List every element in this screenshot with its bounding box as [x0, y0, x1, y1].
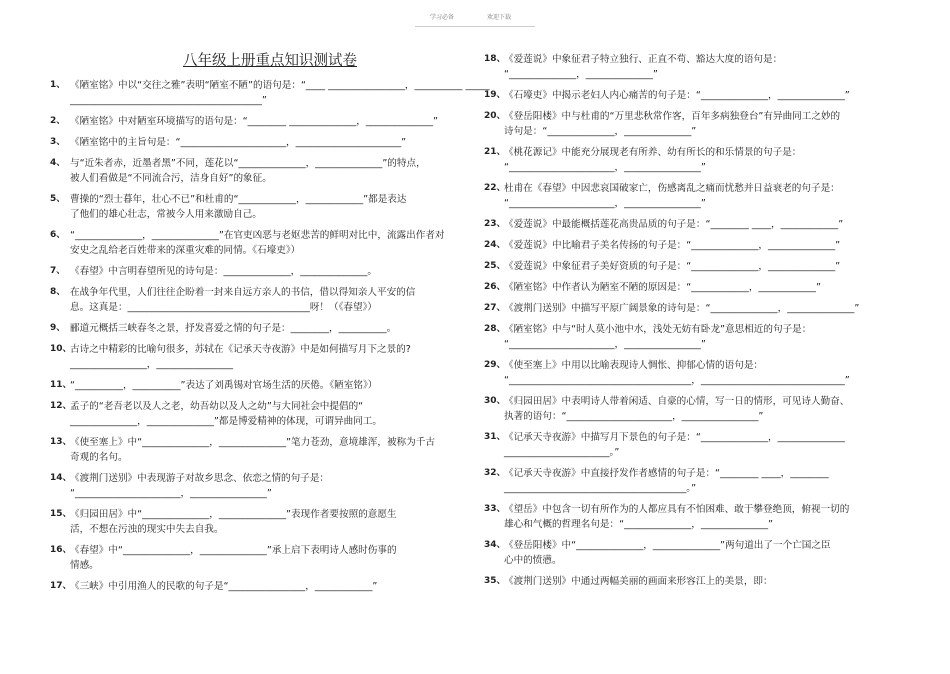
question-item [484, 181, 904, 211]
question-text-line: 《记承天寺夜游》中直接抒发作者感情的句子是：“________ ____，________ [504, 468, 829, 479]
question-number: 14、 [50, 473, 72, 483]
question-item [50, 435, 460, 465]
question-text-line: 《爱莲说》中比喻君子美名传扬的句子是：“______________，______________” [504, 240, 841, 251]
question-text-line: “______________________，________________” [504, 198, 706, 209]
question-item [484, 538, 904, 568]
question-text-line: 《石壕吏》中揭示老妇人内心痛苦的句子是：“______________，______________” [504, 90, 850, 101]
question-text-line: 《陋室铭》中以“交往之雅”表明“陋室不陋”的语句是：“____ ________________，__________ _____ [70, 80, 490, 91]
question-text-line: 《渡荆门送别》中描写平原广阔景象的诗句是：“______________，______________” [504, 303, 860, 314]
question-number: 10、 [50, 344, 72, 354]
question-number: 23、 [484, 219, 506, 229]
question-item [484, 301, 904, 316]
question-number: 30、 [484, 396, 506, 406]
question-text-line: ______________________。” [504, 447, 620, 458]
question-text-line: 《使至塞上》中“______________，______________”笔力苍劲，意境雄浑，被称为千古 [70, 437, 435, 448]
question-text-line: 息。这真是：______________________________________呀！（《春望》） [70, 302, 377, 313]
question-text-line: 被人们看做是“不同流合污，洁身自好”的象征。 [70, 173, 272, 184]
question-text-line: 《爱莲说》中象征君子特立独行、正直不苟、豁达大度的语句是： [504, 54, 783, 65]
question-text-line: 安史之乱给老百姓带来的深重灾难的同情。《石壕吏》） [70, 245, 301, 256]
question-number: 33、 [484, 504, 506, 514]
question-item [50, 399, 460, 429]
question-text-line: 《使至塞上》中用以比喻表现诗人惆怅、抑郁心情的语句是： [504, 360, 764, 371]
question-item [50, 543, 460, 573]
page-header [0, 12, 950, 24]
question-item [484, 109, 904, 139]
question-item [484, 502, 904, 532]
question-text-line: 执著的语句：“______________________，________________” [504, 411, 764, 422]
question-number: 34、 [484, 540, 506, 550]
question-text-line: 《登岳阳楼》中与杜甫的“万里悲秋常作客，百年多病独登台”有异曲同工之妙的 [504, 111, 841, 122]
question-number: 19、 [484, 90, 506, 100]
question-item [484, 394, 904, 424]
question-item [484, 259, 904, 274]
question-item [50, 342, 460, 372]
question-text-line: “______________，______________” [504, 69, 658, 80]
question-number: 12、 [50, 401, 72, 411]
question-text-line: “______________________，________________” [504, 339, 706, 350]
header-right-text: 欢迎下载 [487, 14, 512, 21]
question-item [50, 285, 460, 315]
question-number: 29、 [484, 360, 506, 370]
question-number: 2、 [50, 116, 66, 126]
question-number: 21、 [484, 147, 506, 157]
left-column [50, 52, 490, 600]
question-number: 28、 [484, 324, 506, 334]
question-item [484, 145, 904, 175]
question-text-line: “______________________，________________” [504, 162, 706, 173]
question-number: 16、 [50, 545, 72, 555]
right-question-list [484, 52, 904, 589]
question-item [50, 471, 460, 501]
right-column [484, 52, 904, 595]
question-text-line: 《三峡》中引用渔人的民歌的句子是“________________，____________” [70, 581, 378, 592]
question-text-line: 了他们的雄心壮志，常被今人用来激励自己。 [70, 209, 262, 220]
question-number: 9、 [50, 323, 66, 333]
question-item [50, 264, 460, 279]
question-number: 32、 [484, 468, 506, 478]
question-text-line: 《爱莲说》中象征君子美好资质的句子是：“______________，______________” [504, 261, 841, 272]
question-text-line: 心中的愤懑。 [504, 555, 562, 566]
question-number: 1、 [50, 80, 66, 90]
question-text-line: 《桃花源记》中能充分展现老有所养、幼有所长的和乐情景的句子是： [504, 147, 802, 158]
question-number: 25、 [484, 261, 506, 271]
question-text-line: ______________，______________”都是博爱精神的体现，可谓异曲同工。 [70, 416, 382, 427]
question-item [50, 228, 460, 258]
question-number: 20、 [484, 111, 506, 121]
question-text-line: “__________，__________”表达了刘禹锡对官场生活的厌倦。《陋室铭》） [70, 380, 378, 391]
question-text-line: 郦道元概括三峡春冬之景，抒发喜爱之情的句子是：________，__________。 [70, 323, 397, 334]
question-number: 26、 [484, 282, 506, 292]
question-text-line: 《记承天寺夜游》中描写月下景色的句子是：“______________，______________ [504, 432, 845, 443]
question-item [50, 78, 490, 108]
question-item [484, 358, 904, 388]
question-item [484, 430, 904, 460]
question-text-line: 《春望》中言明春望所见的诗句是：______________，______________。 [70, 266, 377, 277]
question-text-line: “______________，______________”在官吏凶恶与老妪悲苦的鲜明对比中，流露出作者对 [70, 230, 445, 241]
question-text-line: 在战争年代里，人们往往企盼着一封来自远方亲人的书信，借以得知亲人平安的信 [70, 287, 416, 298]
question-number: 22、 [484, 183, 506, 193]
question-text-line: ________________________________________” [70, 95, 267, 106]
question-text-line: 曹操的“烈士暮年，壮心不已”和杜甫的“____________，____________”都是表达 [70, 194, 407, 205]
question-number: 15、 [50, 509, 72, 519]
question-text-line: 诗句是：“______________，______________” [504, 126, 697, 137]
question-text-line: 《陋室铭中的主旨句是：“______________________，______________________” [70, 137, 407, 148]
question-number: 8、 [50, 287, 66, 297]
header-left-text: 学习必备 [430, 14, 455, 21]
question-text-line: 《渡荆门送别》中表现游子对故乡思念、依恋之情的句子是： [70, 473, 330, 484]
question-item [484, 322, 904, 352]
question-text-line: 《陋室铭》中作者认为陋室不陋的原因是：“____________，____________” [504, 282, 821, 293]
question-item [484, 217, 904, 232]
question-text-line: 《望岳》中包含一切有所作为的人都应具有不怕困难、敢于攀登绝顶，俯视一切的 [504, 504, 850, 515]
question-item [484, 52, 904, 82]
question-item [50, 507, 460, 537]
question-text-line: 孟子的“老吾老以及人之老，幼吾幼以及人之幼”与大同社会中提倡的“ [70, 401, 364, 412]
question-text-line: 奇观的名句。 [70, 452, 128, 463]
question-item [484, 466, 904, 496]
question-text-line: 情感。 [70, 560, 99, 571]
question-number: 4、 [50, 158, 66, 168]
question-text-line: 《陋室铭》中对陋室环境描写的语句是：“________ ______________，______________” [70, 116, 438, 127]
question-number: 35、 [484, 576, 506, 586]
question-number: 18、 [484, 54, 506, 64]
question-item [50, 378, 460, 393]
question-text-line: 活，不想在污浊的现实中失去自我。 [70, 524, 224, 535]
question-text-line: 古诗之中精彩的比喻句很多，苏轼在《记承天寺夜游》中是如何描写月下之景的? [70, 344, 411, 355]
question-text-line: 《归园田居》中表明诗人带着闲适、自豪的心情，写一日的情形，可见诗人勤奋、 [504, 396, 850, 407]
question-item [50, 114, 460, 129]
question-number: 3、 [50, 137, 66, 147]
question-item [50, 579, 460, 594]
question-text-line: ______________________________________。” [504, 483, 697, 494]
question-item [50, 321, 460, 336]
header-divider [415, 26, 535, 27]
left-question-list [50, 78, 490, 594]
question-text-line: 与“近朱者赤，近墨者黑”不同，莲花以“______________，______________”的特点， [70, 158, 426, 169]
question-number: 11、 [50, 380, 72, 390]
question-number: 24、 [484, 240, 506, 250]
question-text-line: ________________，________________ [70, 359, 234, 370]
question-number: 17、 [50, 581, 72, 591]
question-number: 6、 [50, 230, 66, 240]
question-item [484, 88, 904, 103]
question-text-line: 《渡荆门送别》中通过两幅美丽的画面来形容江上的美景，即： [504, 576, 773, 587]
question-text-line: 《归园田居》中“______________，______________”表现作者要按照的意愿生 [70, 509, 397, 520]
question-text-line: 杜甫在《春望》中因悲哀国破家亡，伤感离乱之痛而忧愁并日益衰老的句子是： [504, 183, 840, 194]
question-text-line: 《爱莲说》中最能概括莲花高贵品质的句子是：“________ ____，____________” [504, 219, 844, 230]
question-text-line: “______________________，________________” [70, 488, 272, 499]
question-item [50, 156, 460, 186]
question-text-line: 《登岳阳楼》中“______________，______________”两句道出了一个亡国之臣 [504, 540, 831, 551]
question-text-line: 雄心和气概的哲理名句是：“______________，______________” [504, 519, 773, 530]
question-item [484, 574, 904, 589]
question-number: 5、 [50, 194, 66, 204]
question-text-line: 《春望》中“______________，______________”承上启下表明诗人感时伤事的 [70, 545, 397, 556]
question-item [484, 280, 904, 295]
question-number: 7、 [50, 266, 66, 276]
question-number: 31、 [484, 432, 506, 442]
question-item [50, 192, 460, 222]
question-text-line: “______________________________________，______________________________” [504, 375, 850, 386]
page-title: 八年级上册重点知识测试卷 [183, 53, 357, 69]
question-item [50, 135, 460, 150]
question-number: 27、 [484, 303, 506, 313]
question-number: 13、 [50, 437, 72, 447]
question-item [484, 238, 904, 253]
question-text-line: 《陋室铭》中与“时人莫小池中水，浅处无妨有卧龙”意思相近的句子是： [504, 324, 812, 335]
